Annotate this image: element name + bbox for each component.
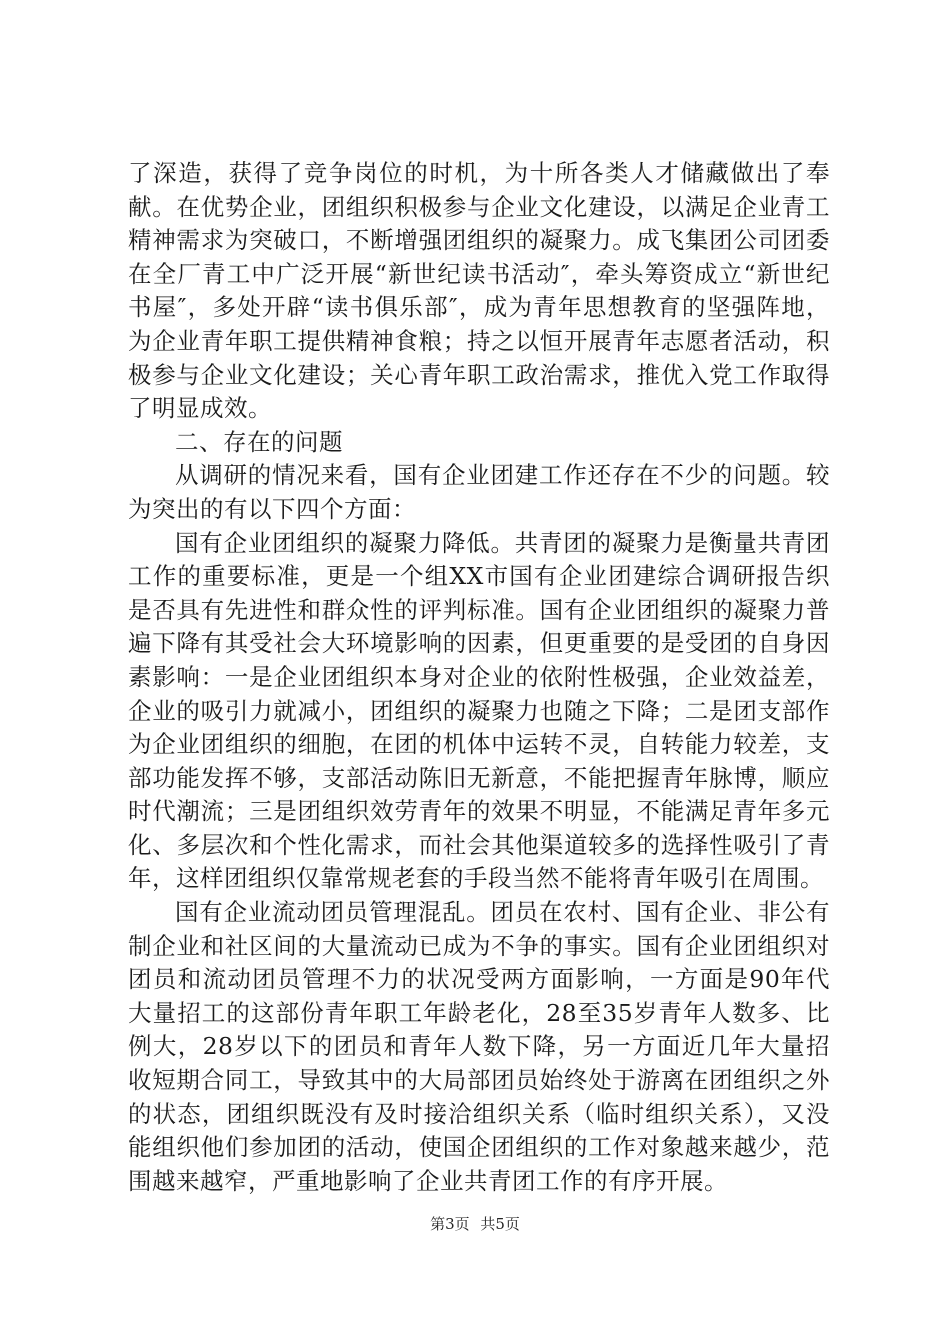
page-number: 第3页 — [430, 1215, 470, 1233]
paragraph-continued: 了深造，获得了竞争岗位的时机，为十所各类人才储藏做出了奉献。在优势企业，团组织积极参与企业文化建设，以满足企业青工精神需求为突破口，不断增强团组织的凝聚力。成飞集团公司团委在全厂青工中广泛开展“新世纪读书活动″，牵头筹资成立“新世纪书屋″，多处开辟“读书俱乐部″，成为青年思想教育的坚强阵地，为企业青年职工提供精神食粮；持之以恒开展青年志愿者活动，积极参与企业文化建设；关心青年职工政治需求，推优入党工作取得了明显成效。 — [128, 159, 830, 423]
page-total: 共5页 — [480, 1215, 520, 1233]
paragraph-cohesion: 国有企业团组织的凝聚力降低。共青团的凝聚力是衡量共青团工作的重要标准，更是一个组XX市国有企业团建综合调研报告织是否具有先进性和群众性的评判标准。国有企业团组织的凝聚力普遍下降有其受社会大环境影响的因素，但更重要的是受团的自身因素影响：一是企业团组织本身对企业的依附性极强，企业效益差，企业的吸引力就减小，团组织的凝聚力也随之下降；二是团支部作为企业团组织的细胞，在团的机体中运转不灵，自转能力较差，支部功能发挥不够，支部活动陈旧无新意，不能把握青年脉博，顺应时代潮流；三是团组织效劳青年的效果不明显，不能满足青年多元化、多层次和个性化需求，而社会其他渠道较多的选择性吸引了青年，这样团组织仅靠常规老套的手段当然不能将青年吸引在周围。 — [128, 528, 830, 893]
paragraph-member-management: 国有企业流动团员管理混乱。团员在农村、国有企业、非公有制企业和社区间的大量流动已成为不争的事实。国有企业团组织对团员和流动团员管理不力的状况受两方面影响，一方面是90年代大量招工的这部份青年职工年龄老化，28至35岁青年人数多、比例大，28岁以下的团员和青年人数下降，另一方面近几年大量招收短期合同工，导致其中的大局部团员始终处于游离在团组织之外的状态，团组织既没有及时接洽组织关系（临时组织关系），又没能组织他们参加团的活动，使国企团组织的工作对象越来越少，范围越来越窄，严重地影响了企业共青团工作的有序开展。 — [128, 898, 830, 1195]
document-body — [128, 157, 830, 1198]
page-footer — [0, 1214, 950, 1234]
section-heading: 二、存在的问题 — [175, 427, 343, 456]
paragraph-intro: 从调研的情况来看，国有企业团建工作还存在不少的问题。较为突出的有以下四个方面： — [128, 461, 830, 523]
